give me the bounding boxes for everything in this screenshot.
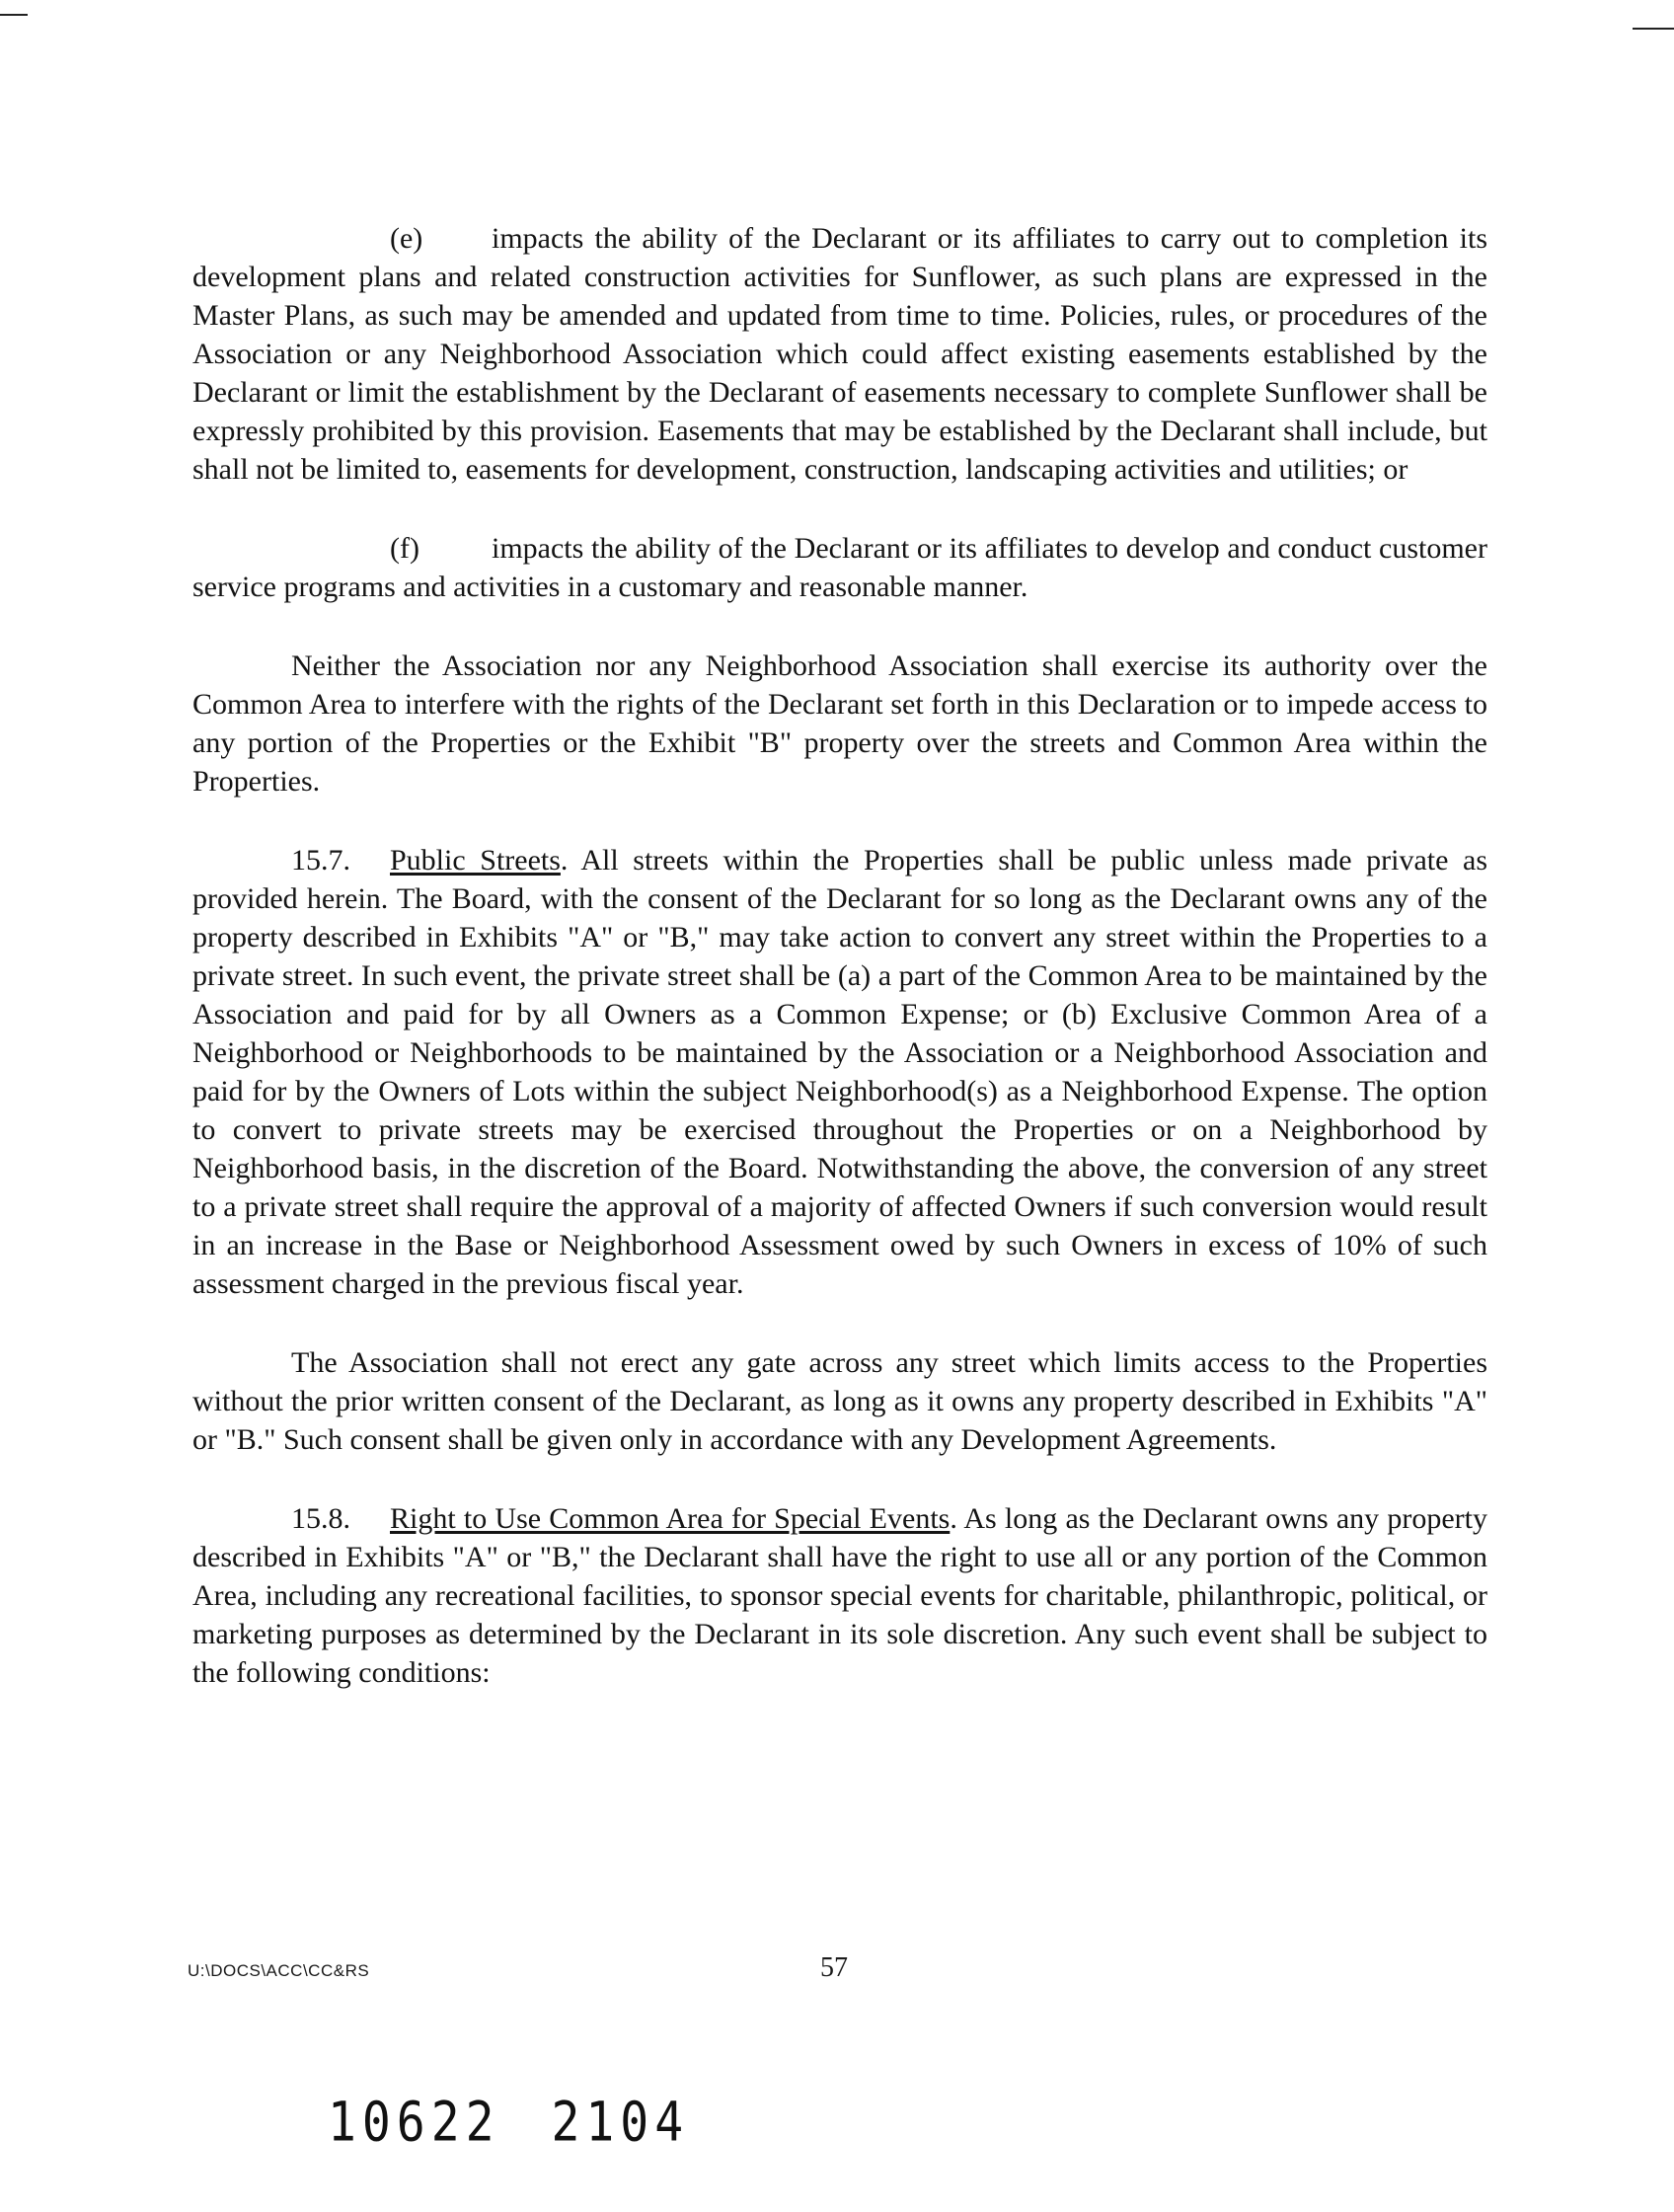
clause-text: impacts the ability of the Declarant or its affiliates to develop and conduct customer service programs and activities in a customary and reasonable manner.	[192, 532, 1487, 603]
section-heading: Right to Use Common Area for Special Events	[390, 1502, 951, 1535]
clause-text: impacts the ability of the Declarant or its affiliates to carry out to completion its development plans and related construction activities for Sunflower, as such plans are expressed in the Master Plans, as such may be amended and updated from time to time. Policies, rules, or procedures of the Association or any Neighborhood Association which could affect existing easements established by the Declarant or limit the establishment by the Declarant of easements necessary to complete Sunflower shall be expressly prohibited by this provision. Easements that may be established by the Declarant shall include, but shall not be limited to, easements for development, construction, landscaping activities and utilities; or	[192, 222, 1487, 486]
footer-file-path: U:\DOCS\ACC\CC&RS	[188, 1961, 370, 1980]
stamp-book-number: 10622	[328, 2091, 500, 2155]
neither-paragraph	[192, 647, 1487, 801]
section-heading: Public Streets	[390, 844, 561, 877]
paragraph-text: Neither the Association nor any Neighborhood Association shall exercise its authority over the Common Area to interfere with the rights of the Declarant set forth in this Declaration or to impede access to any portion of the Properties or the Exhibit "B" property over the streets and Common Area within the Properties.	[192, 649, 1487, 798]
paragraph-text: The Association shall not erect any gate across any street which limits access to the Properties without the prior written consent of the Declarant, as long as it owns any property described in Exhibits "A" or "B." Such consent shall be given only in accordance with any Development Agreements.	[192, 1346, 1487, 1456]
scan-edge-mark	[1633, 28, 1674, 30]
gate-paragraph	[192, 1343, 1487, 1459]
document-body	[192, 219, 1487, 1692]
clause-label: (f)	[390, 532, 419, 565]
clause-f-paragraph	[192, 529, 1487, 606]
clause-e-paragraph	[192, 219, 1487, 489]
page-number: 57	[820, 1952, 848, 1983]
recording-stamp	[328, 2091, 689, 2154]
scan-edge-mark	[0, 14, 28, 16]
section-15-7-paragraph	[192, 841, 1487, 1303]
clause-label: (e)	[390, 222, 423, 255]
section-text: . As long as the Declarant owns any property described in Exhibits "A" or "B," the Declarant shall have the right to use all or any portion of the Common Area, including any recreational facilities, to sponsor special events for charitable, philanthropic, political, or marketing purposes as determined by the Declarant in its sole discretion. Any such event shall be subject to the following conditions:	[192, 1502, 1487, 1689]
section-number: 15.7.	[291, 844, 350, 877]
section-number: 15.8.	[291, 1502, 350, 1535]
stamp-page-number: 2104	[551, 2091, 690, 2155]
section-text: . All streets within the Properties shall be public unless made private as provided herein. The Board, with the consent of the Declarant for so long as the Declarant owns any of the property described in Exhibits "A" or "B," may take action to convert any street within the Properties to a private street. In such event, the private street shall be (a) a part of the Common Area to be maintained by the Association and paid for by all Owners as a Common Expense; or (b) Exclusive Common Area of a Neighborhood or Neighborhoods to be maintained by the Association or a Neighborhood Association and paid for by the Owners of Lots within the subject Neighborhood(s) as a Neighborhood Expense. The option to convert to private streets may be exercised throughout the Properties or on a Neighborhood by Neighborhood basis, in the discretion of the Board. Notwithstanding the above, the conversion of any street to a private street shall require the approval of a majority of affected Owners if such conversion would result in an increase in the Base or Neighborhood Assessment owed by such Owners in excess of 10% of such assessment charged in the previous fiscal year.	[192, 844, 1487, 1300]
section-15-8-paragraph	[192, 1499, 1487, 1692]
